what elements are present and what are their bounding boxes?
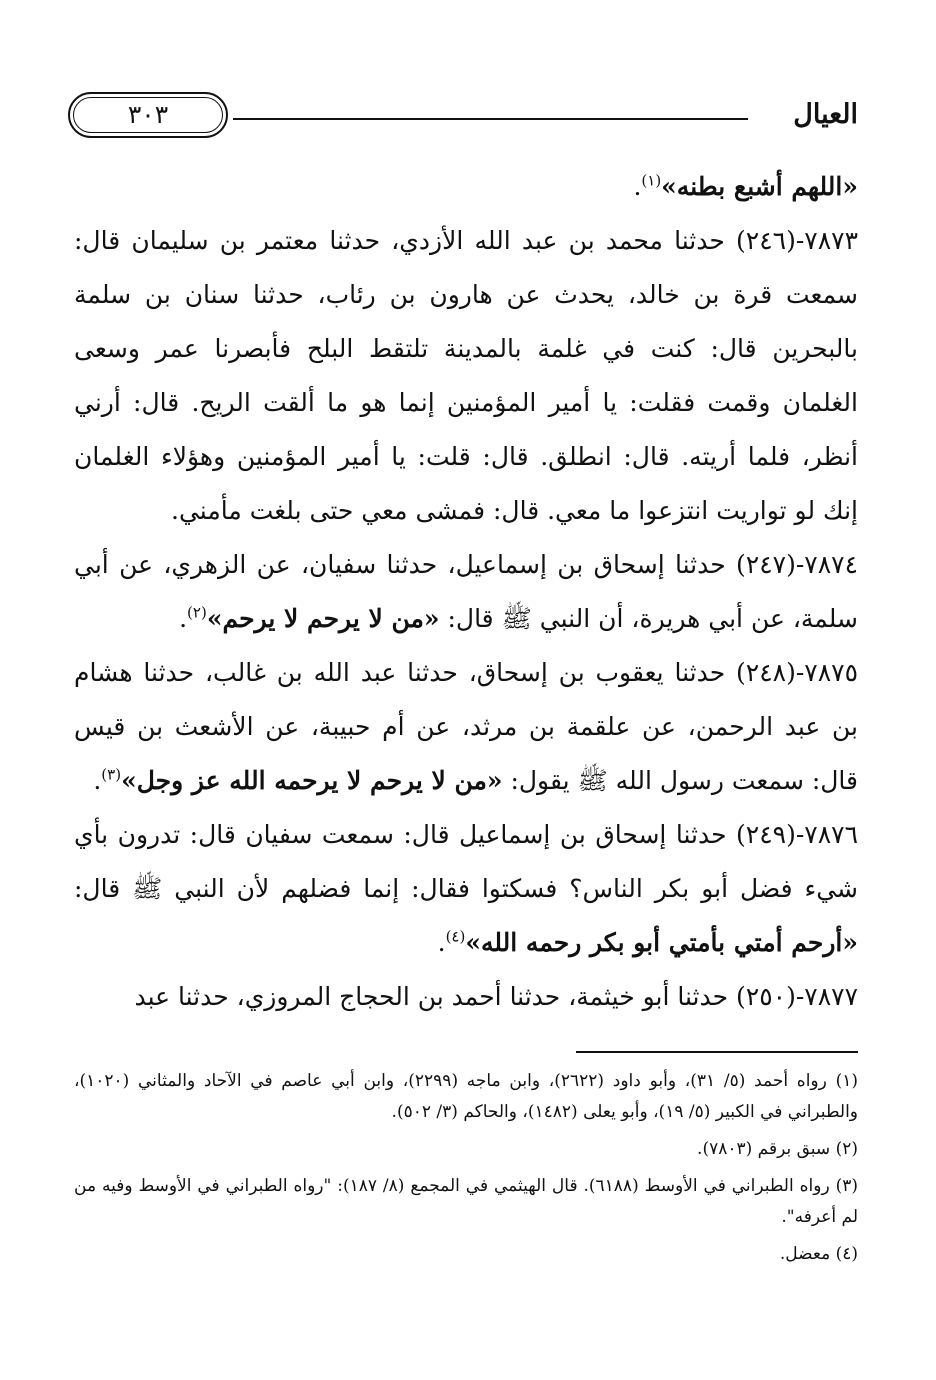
hadith-quote: «من لا يرحم لا يرحم» xyxy=(206,604,440,633)
page-number-badge xyxy=(68,92,228,138)
footnote-ref[interactable]: (٤) xyxy=(445,927,466,946)
page-number: ٣٠٣ xyxy=(127,100,169,129)
paragraph-text: ٧٨٧٦-(٢٤٩) حدثنا إسحاق بن إسماعيل قال: سمعت سفيان قال: تدرون بأي شيء فضل أبو بكر الناس؟ فسكتوا فقال: إنما فضلهم لأن النبي ﷺ قال: xyxy=(74,820,858,903)
paragraph xyxy=(74,538,858,646)
paragraph-end: . xyxy=(437,928,446,957)
hadith-quote: «من لا يرحم لا يرحمه الله عز وجل» xyxy=(121,766,503,795)
paragraph-end: . xyxy=(93,766,102,795)
footnote: (١) رواه أحمد (٥/ ٣١)، وأبو داود (٢٦٢٢)، وابن ماجه (٢٢٩٩)، وابن أبي عاصم في الآحاد والمثاني (١٠٢٠)، والطبراني في الكبير (٥/ ١٩)، وأبو يعلى (١٤٨٢)، والحاكم (٣/ ٥٠٢). xyxy=(74,1071,858,1122)
paragraph-text: ٧٨٧٣-(٢٤٦) حدثنا محمد بن عبد الله الأزدي، حدثنا معتمر بن سليمان قال: سمعت قرة بن خالد، يحدث عن هارون بن رئاب، حدثنا سنان بن سلمة بالبحرين قال: كنت في غلمة بالمدينة تلتقط البلح فأبصرنا عمر وسعى الغلمان وقمت فقلت: يا أمير المؤمنين إنما هو ما ألقت الريح. قال: أرني أنظر، فلما أريته. قال: انطلق. قال: قلت: يا أمير المؤمنين وهؤلاء الغلمان إنك لو تواريت انتزعوا ما معي. قال: فمشى معي حتى بلغت مأمني. xyxy=(74,226,858,525)
chapter-title: العيال xyxy=(793,99,858,130)
paragraph xyxy=(74,808,858,970)
main-text xyxy=(74,160,858,1024)
footnote-ref[interactable]: (٢) xyxy=(187,603,207,622)
paragraph-end: . xyxy=(179,604,188,633)
header-rule xyxy=(233,118,748,120)
footnote-ref[interactable]: (٣) xyxy=(101,765,122,784)
paragraph xyxy=(74,646,858,808)
page-header xyxy=(68,92,858,140)
paragraph-text: ٧٨٧٤-(٢٤٧) حدثنا إسحاق بن إسماعيل، حدثنا سفيان، عن الزهري، عن أبي سلمة، عن أبي هريرة، أن النبي ﷺ قال: xyxy=(74,550,858,633)
footnote-ref[interactable]: (١) xyxy=(641,171,662,190)
footnote: (٢) سبق برقم (٧٨٠٣). xyxy=(697,1139,858,1159)
hadith-quote: «أرحم أمتي بأمتي أبو بكر رحمه الله» xyxy=(465,928,858,957)
footnote-separator xyxy=(576,1051,858,1053)
paragraph-end: . xyxy=(633,172,642,201)
footnote: (٣) رواه الطبراني في الأوسط (٦١٨٨). قال الهيثمي في المجمع (٨/ ١٨٧): "رواه الطبراني في الأوسط وفيه من لم أعرفه". xyxy=(74,1176,858,1227)
paragraph xyxy=(74,214,858,538)
paragraph xyxy=(74,160,858,214)
paragraph xyxy=(74,970,858,1024)
paragraph-text: ٧٨٧٥-(٢٤٨) حدثنا يعقوب بن إسحاق، حدثنا عبد الله بن غالب، حدثنا هشام بن عبد الرحمن، عن علقمة بن مرثد، عن أم حبيبة، عن الأشعث بن قيس قال: سمعت رسول الله ﷺ يقول: xyxy=(74,658,858,795)
footnotes xyxy=(74,1066,858,1276)
hadith-quote: «اللهم أشبع بطنه» xyxy=(661,172,858,201)
paragraph-text: ٧٨٧٧-(٢٥٠) حدثنا أبو خيثمة، حدثنا أحمد بن الحجاج المروزي، حدثنا عبد xyxy=(134,982,858,1011)
footnote: (٤) معضل. xyxy=(779,1244,858,1264)
